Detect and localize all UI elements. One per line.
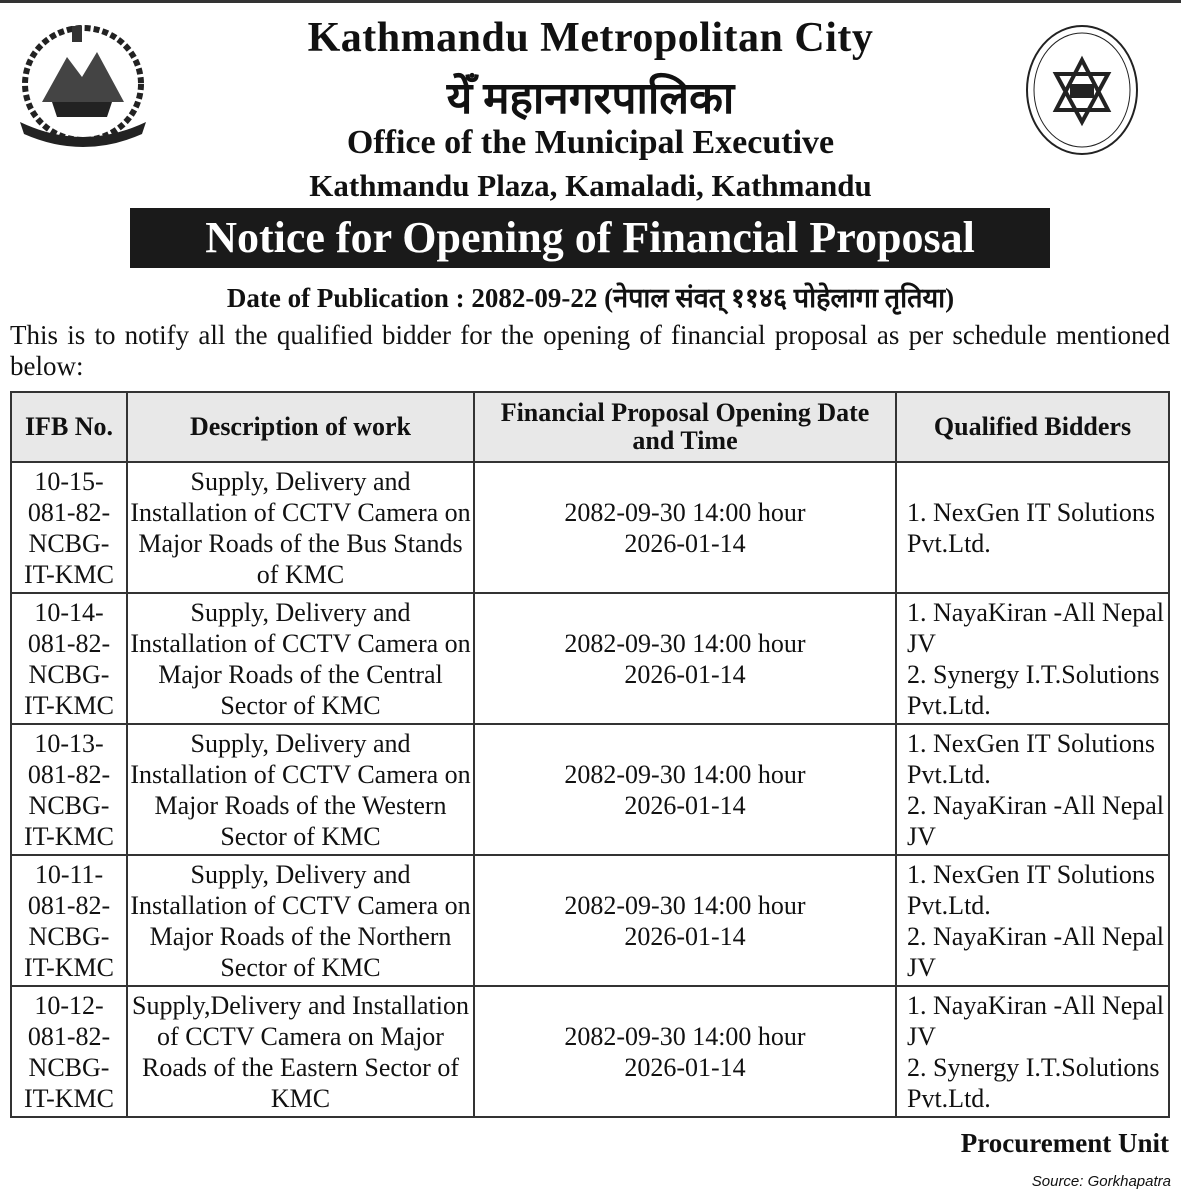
city-title: Kathmandu Metropolitan City: [307, 15, 874, 61]
opening-datetime: 2082-09-30 14:00 hour 2026-01-14: [474, 986, 896, 1117]
qualified-bidders: [896, 724, 1169, 855]
qualified-bidders: [896, 986, 1169, 1117]
bidder-name: 2. NayaKiran -All Nepal JV: [907, 921, 1165, 982]
top-border: [0, 0, 1181, 3]
bidder-name: 1. NexGen IT Solutions Pvt.Ltd.: [907, 497, 1155, 558]
header-datetime: Financial Proposal Opening Date and Time: [474, 392, 896, 462]
bidder-name: 1. NexGen IT Solutions Pvt.Ltd.: [907, 728, 1155, 789]
header-ifb: IFB No.: [11, 392, 127, 462]
table-row: [11, 462, 1169, 593]
intro-paragraph: This is to notify all the qualified bidder for the opening of financial proposal as per schedule mentioned below:: [10, 320, 1170, 381]
ifb-number: 10-13-081-82-NCBG-IT-KMC: [11, 724, 127, 855]
schedule-table: [10, 391, 1170, 1118]
opening-datetime: 2082-09-30 14:00 hour 2026-01-14: [474, 462, 896, 593]
bidder-name: 1. NayaKiran -All Nepal JV: [907, 990, 1165, 1051]
script-title: येँ महानगरपालिका: [446, 74, 735, 123]
table-row: [11, 855, 1169, 986]
table-row: [11, 593, 1169, 724]
table-row: [11, 986, 1169, 1117]
ifb-number: 10-15-081-82-NCBG-IT-KMC: [11, 462, 127, 593]
notice-title-banner: Notice for Opening of Financial Proposal: [130, 208, 1050, 268]
work-description: Supply, Delivery and Installation of CCTV Camera on Major Roads of the Bus Stands of KMC: [127, 462, 474, 593]
ifb-number: 10-11-081-82-NCBG-IT-KMC: [11, 855, 127, 986]
opening-datetime: 2082-09-30 14:00 hour 2026-01-14: [474, 855, 896, 986]
work-description: Supply,Delivery and Installation of CCTV Camera on Major Roads of the Eastern Sector of KMC: [127, 986, 474, 1117]
opening-datetime: 2082-09-30 14:00 hour 2026-01-14: [474, 593, 896, 724]
work-description: Supply, Delivery and Installation of CCTV Camera on Major Roads of the Western Sector of KMC: [127, 724, 474, 855]
qualified-bidders: [896, 593, 1169, 724]
bidder-name: 1. NayaKiran -All Nepal JV: [907, 597, 1165, 658]
opening-datetime: 2082-09-30 14:00 hour 2026-01-14: [474, 724, 896, 855]
office-title: Office of the Municipal Executive: [346, 124, 835, 161]
source-credit: Source: Gorkhapatra: [1031, 1173, 1171, 1190]
bidder-name: 1. NexGen IT Solutions Pvt.Ltd.: [907, 859, 1155, 920]
work-description: Supply, Delivery and Installation of CCTV Camera on Major Roads of the Central Sector of KMC: [127, 593, 474, 724]
bidder-name: 2. Synergy I.T.Solutions Pvt.Ltd.: [907, 659, 1160, 720]
table-row: [11, 724, 1169, 855]
qualified-bidders: [896, 855, 1169, 986]
qualified-bidders: [896, 462, 1169, 593]
ifb-number: 10-12-081-82-NCBG-IT-KMC: [11, 986, 127, 1117]
table-header-row: [11, 392, 1169, 462]
publication-date: Date of Publication : 2082-09-22 (नेपाल संवत् ११४६ पोहेलागा तृतिया): [226, 283, 955, 313]
work-description: Supply, Delivery and Installation of CCTV Camera on Major Roads of the Northern Sector of KMC: [127, 855, 474, 986]
bidder-name: 2. Synergy I.T.Solutions Pvt.Ltd.: [907, 1052, 1160, 1113]
header-bidders: Qualified Bidders: [896, 392, 1169, 462]
procurement-unit-signature: Procurement Unit: [960, 1128, 1169, 1158]
bidder-name: 2. NayaKiran -All Nepal JV: [907, 790, 1165, 851]
ifb-number: 10-14-081-82-NCBG-IT-KMC: [11, 593, 127, 724]
office-address: Kathmandu Plaza, Kamaladi, Kathmandu: [309, 168, 872, 203]
header-description: Description of work: [127, 392, 474, 462]
